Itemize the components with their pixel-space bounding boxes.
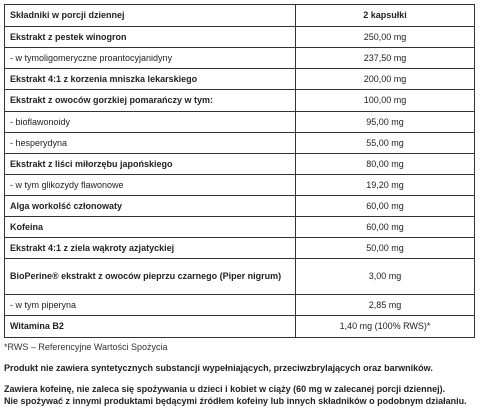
table-row	[5, 69, 475, 90]
ingredient-amount: 60,00 mg	[296, 217, 475, 238]
ingredient-amount: 100,00 mg	[296, 90, 475, 112]
ingredient-name: Ekstrakt z liści miłorzębu japońskiego	[5, 154, 296, 175]
table-row	[5, 154, 475, 175]
ingredients-table	[4, 4, 475, 338]
ingredient-name: - hesperydyna	[5, 133, 296, 154]
table-row	[5, 175, 475, 196]
table-row	[5, 217, 475, 238]
header-amount: 2 kapsułki	[296, 5, 475, 27]
ingredient-amount: 50,00 mg	[296, 238, 475, 259]
table-row	[5, 112, 475, 133]
ingredient-name: - bioflawonoidy	[5, 112, 296, 133]
ingredient-amount: 19,20 mg	[296, 175, 475, 196]
table-row	[5, 196, 475, 217]
additives-note: Produkt nie zawiera syntetycznych substancji wypełniających, przeciwzbrylających oraz barwników.	[4, 363, 433, 373]
header-ingredient: Składniki w porcji dziennej	[5, 5, 296, 27]
table-header-row	[5, 5, 475, 27]
ingredient-name: Alga workolść członowaty	[5, 196, 296, 217]
caffeine-warning-line-2: Nie spożywać z innymi produktami będącymi źródłem kofeiny lub innych składników o podobnym działaniu.	[4, 396, 467, 406]
ingredient-amount: 80,00 mg	[296, 154, 475, 175]
table-row	[5, 295, 475, 316]
ingredient-amount: 3,00 mg	[296, 259, 475, 295]
ingredient-amount: 250,00 mg	[296, 27, 475, 48]
ingredient-name: - w tym glikozydy flawonowe	[5, 175, 296, 196]
table-row	[5, 259, 475, 295]
ingredient-name: Ekstrakt z owoców gorzkiej pomarańczy w tym:	[5, 90, 296, 112]
caffeine-warning	[4, 383, 478, 407]
ingredient-name: Kofeina	[5, 217, 296, 238]
table-row	[5, 133, 475, 154]
ingredient-amount: 60,00 mg	[296, 196, 475, 217]
ingredient-name: Ekstrakt z pestek winogron	[5, 27, 296, 48]
ingredient-amount: 200,00 mg	[296, 69, 475, 90]
table-row	[5, 48, 475, 69]
ingredient-amount: 237,50 mg	[296, 48, 475, 69]
ingredient-amount: 95,00 mg	[296, 112, 475, 133]
ingredient-amount: 1,40 mg (100% RWS)*	[296, 316, 475, 338]
table-row	[5, 27, 475, 48]
ingredient-name: BioPerine® ekstrakt z owoców pieprzu czarnego (Piper nigrum)	[5, 259, 296, 295]
ingredient-amount: 2,85 mg	[296, 295, 475, 316]
table-row	[5, 238, 475, 259]
rws-footnote: *RWS – Referencyjne Wartości Spożycia	[4, 342, 168, 352]
table-row	[5, 316, 475, 338]
ingredient-name: - w tym piperyna	[5, 295, 296, 316]
ingredient-name: - w tymoligomeryczne proantocyjanidyny	[5, 48, 296, 69]
table-row	[5, 90, 475, 112]
ingredient-name: Ekstrakt 4:1 z ziela wąkroty azjatyckiej	[5, 238, 296, 259]
caffeine-warning-line-1: Zawiera kofeinę, nie zaleca się spożywania u dzieci i kobiet w ciąży (60 mg w zalecanej porcji dziennej).	[4, 384, 446, 394]
ingredient-amount: 55,00 mg	[296, 133, 475, 154]
ingredient-name: Witamina B2	[5, 316, 296, 338]
ingredient-name: Ekstrakt 4:1 z korzenia mniszka lekarskiego	[5, 69, 296, 90]
